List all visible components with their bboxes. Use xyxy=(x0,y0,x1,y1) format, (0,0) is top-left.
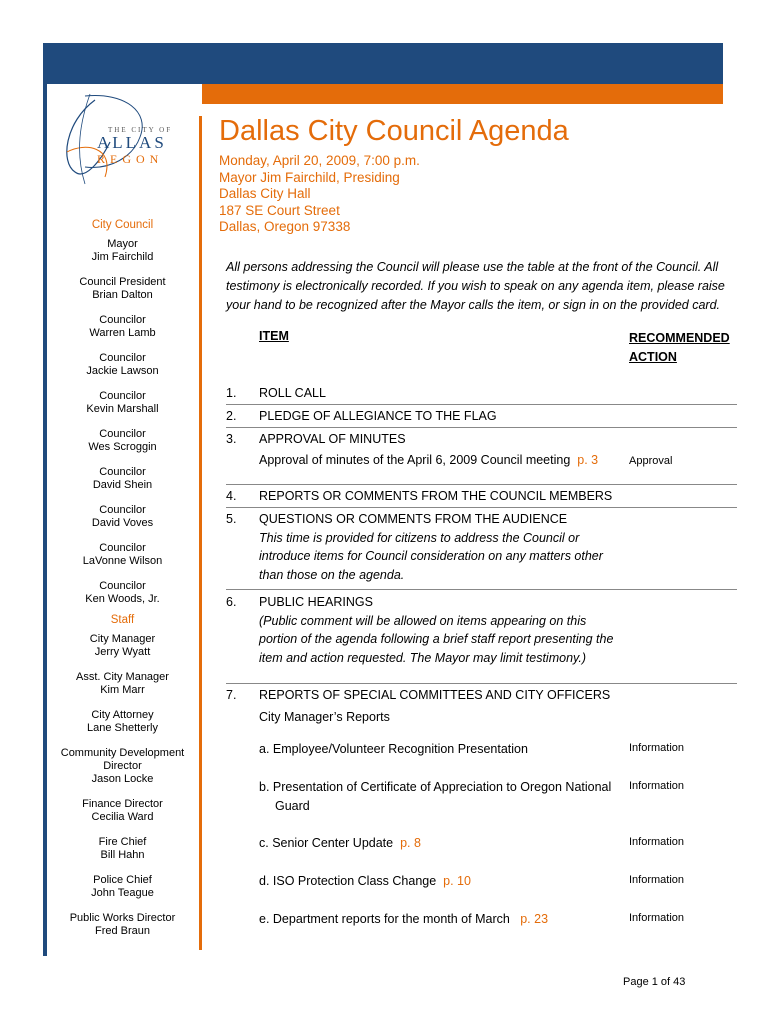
roster-entry: City Manager Jerry Wyatt xyxy=(89,633,156,658)
roster-entry: Police Chief John Teague xyxy=(91,874,154,899)
subitem-certificate: b. Presentation of Certificate of Appreciation to Oregon National Guard xyxy=(259,780,612,813)
action-information: Information xyxy=(629,742,685,754)
roster-entry: Finance Director Cecilia Ward xyxy=(82,798,163,823)
action-information: Information xyxy=(629,874,685,886)
roster-entry: Councilor Jackie Lawson xyxy=(86,352,159,377)
action-approval: Approval xyxy=(629,455,673,467)
page-number: Page 1 of 43 xyxy=(623,976,686,988)
roster-entry: Councilor David Shein xyxy=(92,466,153,491)
meeting-presiding: Mayor Jim Fairchild, Presiding xyxy=(219,169,400,185)
action-information: Information xyxy=(629,836,685,848)
action-information: Information xyxy=(629,780,685,792)
roster-entry: Councilor David Voves xyxy=(91,504,154,529)
agenda-item-audience: 5. QUESTIONS OR COMMENTS FROM THE AUDIENCE This time is provided for citizens to address the Council or introduce items for Council consideration on any matters other than those on the agenda. xyxy=(226,510,737,590)
sidebar-roster xyxy=(55,219,190,950)
agenda-item-pledge: 2. PLEDGE OF ALLEGIANCE TO THE FLAG xyxy=(226,407,737,428)
column-header-action: RECOMMENDED ACTION xyxy=(629,331,730,364)
roster-entry: Community Development Director Jason Locke xyxy=(60,747,185,785)
page-title: Dallas City Council Agenda xyxy=(219,115,569,147)
roster-entry: Councilor Wes Scroggin xyxy=(88,428,157,453)
intro-paragraph: All persons addressing the Council will please use the table at the front of the Council. All testimony is electronically recorded. If you wish to speak on any agenda item, please raise your hand to be recognized after the Mayor calls the item, or sign in on the provided card. xyxy=(226,260,725,312)
action-information: Information xyxy=(629,912,685,924)
roster-entry: Council President Brian Dalton xyxy=(79,276,166,301)
meeting-street: 187 SE Court Street xyxy=(219,202,340,218)
meeting-date: Monday, April 20, 2009, 7:00 p.m. xyxy=(219,153,420,168)
roster-entry: Mayor Jim Fairchild xyxy=(91,238,154,263)
roster-entry: Councilor Ken Woods, Jr. xyxy=(85,580,160,605)
agenda-item-council-reports: 4. REPORTS OR COMMENTS FROM THE COUNCIL MEMBERS xyxy=(226,487,737,508)
meeting-city: Dallas, Oregon 97338 xyxy=(219,219,351,234)
header-banner xyxy=(43,43,723,84)
column-header-item: ITEM xyxy=(259,329,289,343)
logo-the-city-of: THE CITY OF xyxy=(108,126,173,134)
agenda-item-minutes: 3. APPROVAL OF MINUTES Approval of minutes of the April 6, 2009 Council meeting p. 3 Approval xyxy=(226,430,737,485)
roster-entry: Public Works Director Fred Braun xyxy=(69,912,176,937)
subitem-recognition: a. Employee/Volunteer Recognition Presentation xyxy=(259,742,528,756)
agenda-item-special-committees: 7. REPORTS OF SPECIAL COMMITTEES AND CITY OFFICERS City Manager’s Reports xyxy=(226,688,611,724)
subitem-department-reports: e. Department reports for the month of March p. 23 xyxy=(259,912,549,926)
meeting-venue: Dallas City Hall xyxy=(219,186,311,201)
left-rule xyxy=(43,84,47,956)
council-heading: City Council xyxy=(91,219,154,231)
roster-entry: Fire Chief Bill Hahn xyxy=(98,836,147,861)
accent-bar xyxy=(202,84,723,104)
roster-entry: Councilor Warren Lamb xyxy=(89,314,156,339)
meeting-info xyxy=(219,153,420,236)
roster-entry: Councilor LaVonne Wilson xyxy=(82,542,163,567)
subitem-senior-center: c. Senior Center Update p. 8 xyxy=(259,836,421,850)
sidebar-divider xyxy=(199,116,202,950)
logo-regon: REGON xyxy=(97,152,164,166)
agenda-item-roll-call: 1. ROLL CALL xyxy=(226,384,737,405)
staff-heading: Staff xyxy=(110,614,135,626)
roster-entry: Councilor Kevin Marshall xyxy=(86,390,159,415)
agenda-item-public-hearings: 6. PUBLIC HEARINGS (Public comment will be allowed on items appearing on this portion of the agenda following a brief staff report presenting the item and action requested. The Mayor may limit testimony.) xyxy=(226,593,737,684)
roster-entry: Asst. City Manager Kim Marr xyxy=(76,671,169,696)
subitem-iso-protection: d. ISO Protection Class Change p. 10 xyxy=(259,874,471,888)
roster-entry: City Attorney Lane Shetterly xyxy=(87,709,158,734)
logo-allas: ALLAS xyxy=(97,133,167,152)
